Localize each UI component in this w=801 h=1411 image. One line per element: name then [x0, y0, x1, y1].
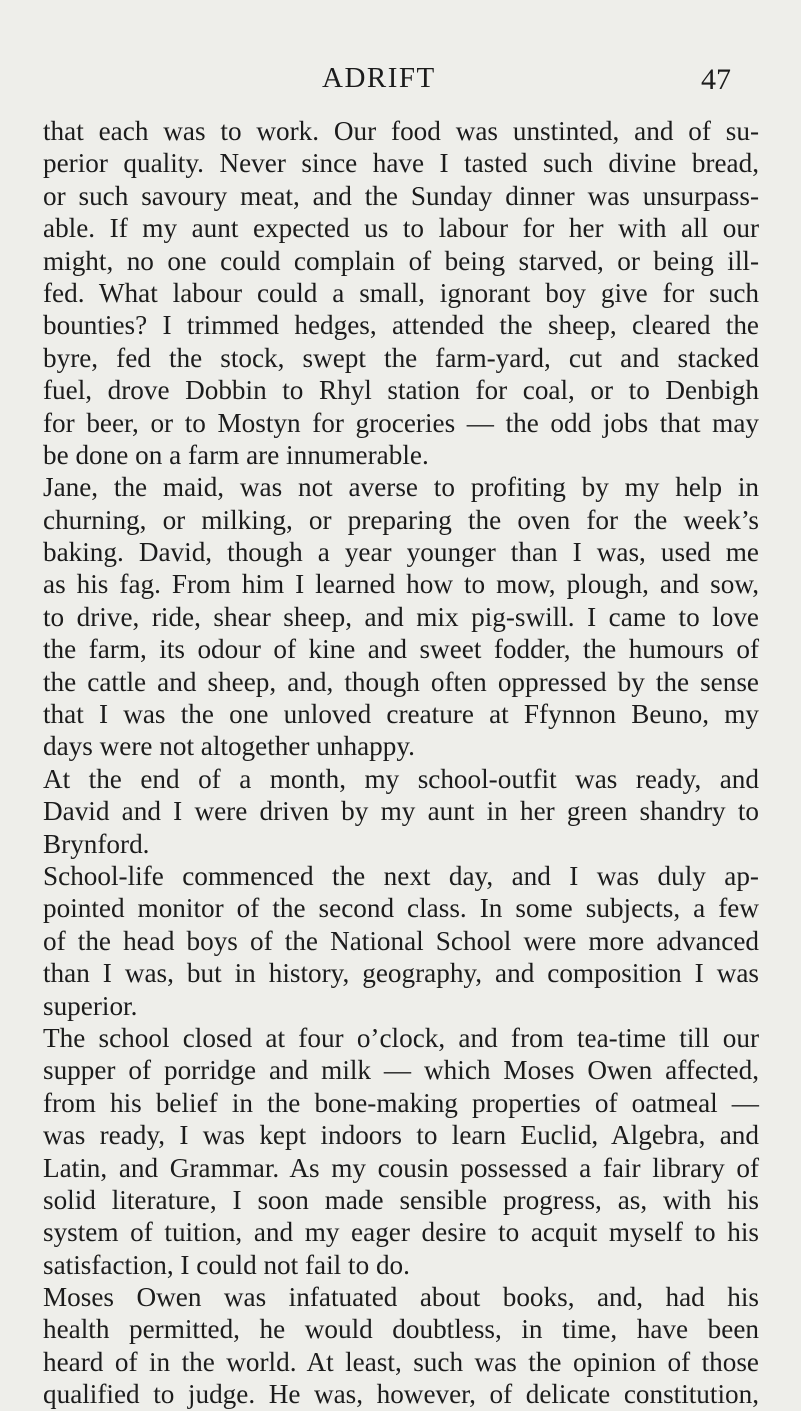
text-line: from his belief in the bone-making properties of oatmeal — — [43, 1087, 759, 1118]
text-line: fuel, drove Dobbin to Rhyl station for coal, or to Denbigh — [43, 375, 759, 406]
running-header — [0, 62, 801, 102]
text-line: than I was, but in history, geography, and composition I was — [43, 958, 759, 989]
text-line: health permitted, he would doubtless, in time, have been — [43, 1314, 759, 1345]
text-line: qualified to judge. He was, however, of delicate constitution, — [43, 1379, 759, 1410]
text-line: might, no one could complain of being starved, or being ill- — [43, 245, 759, 276]
text-line: The school closed at four o’clock, and from tea-time till our — [43, 1022, 759, 1053]
text-line: the farm, its odour of kine and sweet fodder, the humours of — [43, 634, 759, 665]
text-line: heard of in the world. At least, such was the opinion of those — [43, 1346, 759, 1377]
body-text — [43, 115, 759, 1411]
text-line: baking. David, though a year younger than I was, used me — [43, 537, 759, 568]
text-line: system of tuition, and my eager desire to acquit myself to his — [43, 1217, 759, 1248]
text-line: Moses Owen was infatuated about books, and, had his — [43, 1282, 759, 1313]
text-line: days were not altogether unhappy. — [43, 731, 415, 762]
text-line: or such savoury meat, and the Sunday dinner was unsurpass- — [43, 180, 759, 211]
text-line: that each was to work. Our food was unstinted, and of su- — [43, 116, 759, 146]
text-line: byre, fed the stock, swept the farm-yard, cut and stacked — [43, 342, 759, 373]
text-line: that I was the one unloved creature at Ffynnon Beuno, my — [43, 699, 759, 730]
text-line: satisfaction, I could not fail to do. — [43, 1249, 410, 1280]
text-line: fed. What labour could a small, ignorant boy give for such — [43, 277, 759, 308]
text-line: was ready, I was kept indoors to learn Euclid, Algebra, and — [43, 1120, 759, 1151]
text-line: At the end of a month, my school-outfit was ready, and — [43, 763, 759, 794]
text-line: perior quality. Never since have I tasted such divine bread, — [43, 148, 759, 179]
text-line: pointed monitor of the second class. In some subjects, a few — [43, 893, 759, 924]
text-line: of the head boys of the National School were more advanced — [43, 925, 759, 956]
text-line: the cattle and sheep, and, though often oppressed by the sense — [43, 666, 759, 697]
text-line: supper of porridge and milk — which Moses Owen affected, — [43, 1055, 759, 1086]
text-line: able. If my aunt expected us to labour for her with all our — [43, 213, 759, 244]
running-title: ADRIFT — [322, 62, 436, 94]
text-line: superior. — [43, 990, 138, 1021]
text-line: for beer, or to Mostyn for groceries — the odd jobs that may — [43, 407, 759, 438]
text-line: David and I were driven by my aunt in her green shandry to — [43, 796, 759, 827]
text-line: Jane, the maid, was not averse to profiting by my help in — [43, 472, 759, 503]
text-line: solid literature, I soon made sensible progress, as, with his — [43, 1184, 759, 1215]
text-line: Latin, and Grammar. As my cousin possessed a fair library of — [43, 1152, 759, 1183]
text-line: churning, or milking, or preparing the oven for the week’s — [43, 504, 759, 535]
text-line: bounties? I trimmed hedges, attended the sheep, cleared the — [43, 310, 759, 341]
text-line: Brynford. — [43, 828, 150, 859]
text-line: be done on a farm are innumerable. — [43, 439, 429, 470]
text-line: to drive, ride, shear sheep, and mix pig-swill. I came to love — [43, 601, 759, 632]
page-number: 47 — [701, 63, 731, 96]
text-line: School-life commenced the next day, and I was duly ap- — [43, 860, 759, 891]
text-line: as his fag. From him I learned how to mow, plough, and sow, — [43, 569, 759, 600]
